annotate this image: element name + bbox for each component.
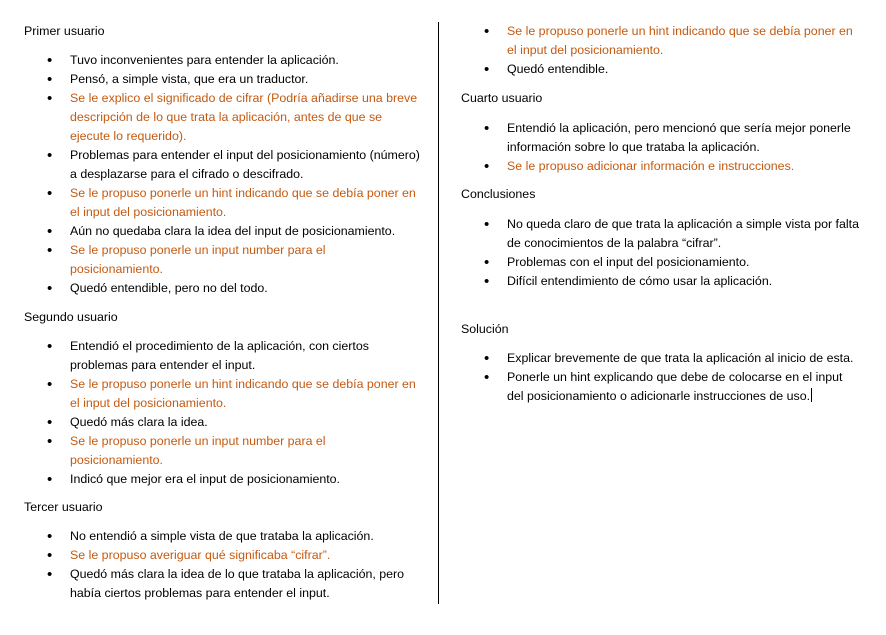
list-item: • Se le propuso averiguar qué significaba “cifrar”. [24,546,420,565]
section-heading: Segundo usuario [24,310,118,324]
section-heading: Cuarto usuario [461,91,543,105]
list-item: • No entendió a simple vista de que trataba la aplicación. [24,527,420,546]
bullet-list [461,349,859,406]
column-divider [438,22,439,604]
bullet-list [24,527,420,603]
section-heading: Tercer usuario [24,500,103,514]
list-item: • Problemas con el input del posicionamiento. [461,253,859,272]
list-item: • Tuvo inconvenientes para entender la aplicación. [24,51,420,70]
list-item: • Quedó entendible, pero no del todo. [24,279,420,298]
list-item: • Se le propuso ponerle un hint indicando que se debía poner en el input del posicionamiento. [24,184,420,222]
text-cursor [811,388,812,402]
list-item: • Entendió el procedimiento de la aplicación, con ciertos problemas para entender el input. [24,337,420,375]
bullet-list [461,215,859,291]
list-item: • Quedó más clara la idea de lo que trataba la aplicación, pero había ciertos problemas para entender el input. [24,565,420,603]
list-item: • Se le explico el significado de cifrar (Podría añadirse una breve descripción de lo que trata la aplicación, antes de que se ejecute lo requerido). [24,89,420,146]
list-item: • Explicar brevemente de que trata la aplicación al inicio de esta. [461,349,859,368]
section-heading: Solución [461,322,509,336]
list-item: • Indicó que mejor era el input de posicionamiento. [24,470,420,489]
section-heading: Conclusiones [461,187,536,201]
list-item: • Quedó más clara la idea. [24,413,420,432]
list-item: • Se le propuso ponerle un input number para el posicionamiento. [24,241,420,279]
section-heading: Primer usuario [24,24,105,38]
bullet-list [24,337,420,489]
list-item-text: Ponerle un hint explicando que debe de colocarse en el input del posicionamiento o adicionarle instrucciones de uso. [507,370,843,403]
list-item: • Se le propuso ponerle un hint indicando que se debía poner en el input del posicionamiento. [461,22,859,60]
list-item: • Entendió la aplicación, pero mencionó que sería mejor ponerle información sobre lo que trataba la aplicación. [461,119,859,157]
bullet-list [461,22,859,79]
bullet-list [461,119,859,176]
list-item: • Aún no quedaba clara la idea del input de posicionamiento. [24,222,420,241]
list-item: • Se le propuso ponerle un input number para el posicionamiento. [24,432,420,470]
list-item [461,368,859,406]
bullet-list [24,51,420,298]
list-item: • Problemas para entender el input del posicionamiento (número) a desplazarse para el cifrado o descifrado. [24,146,420,184]
list-item: • Pensó, a simple vista, que era un traductor. [24,70,420,89]
list-item: • Se le propuso adicionar información e instrucciones. [461,157,859,176]
list-item: • Se le propuso ponerle un hint indicando que se debía poner en el input del posicionamiento. [24,375,420,413]
list-item: • No queda claro de que trata la aplicación a simple vista por falta de conocimientos de la palabra “cifrar”. [461,215,859,253]
list-item: • Quedó entendible. [461,60,859,79]
list-item: • Difícil entendimiento de cómo usar la aplicación. [461,272,859,291]
